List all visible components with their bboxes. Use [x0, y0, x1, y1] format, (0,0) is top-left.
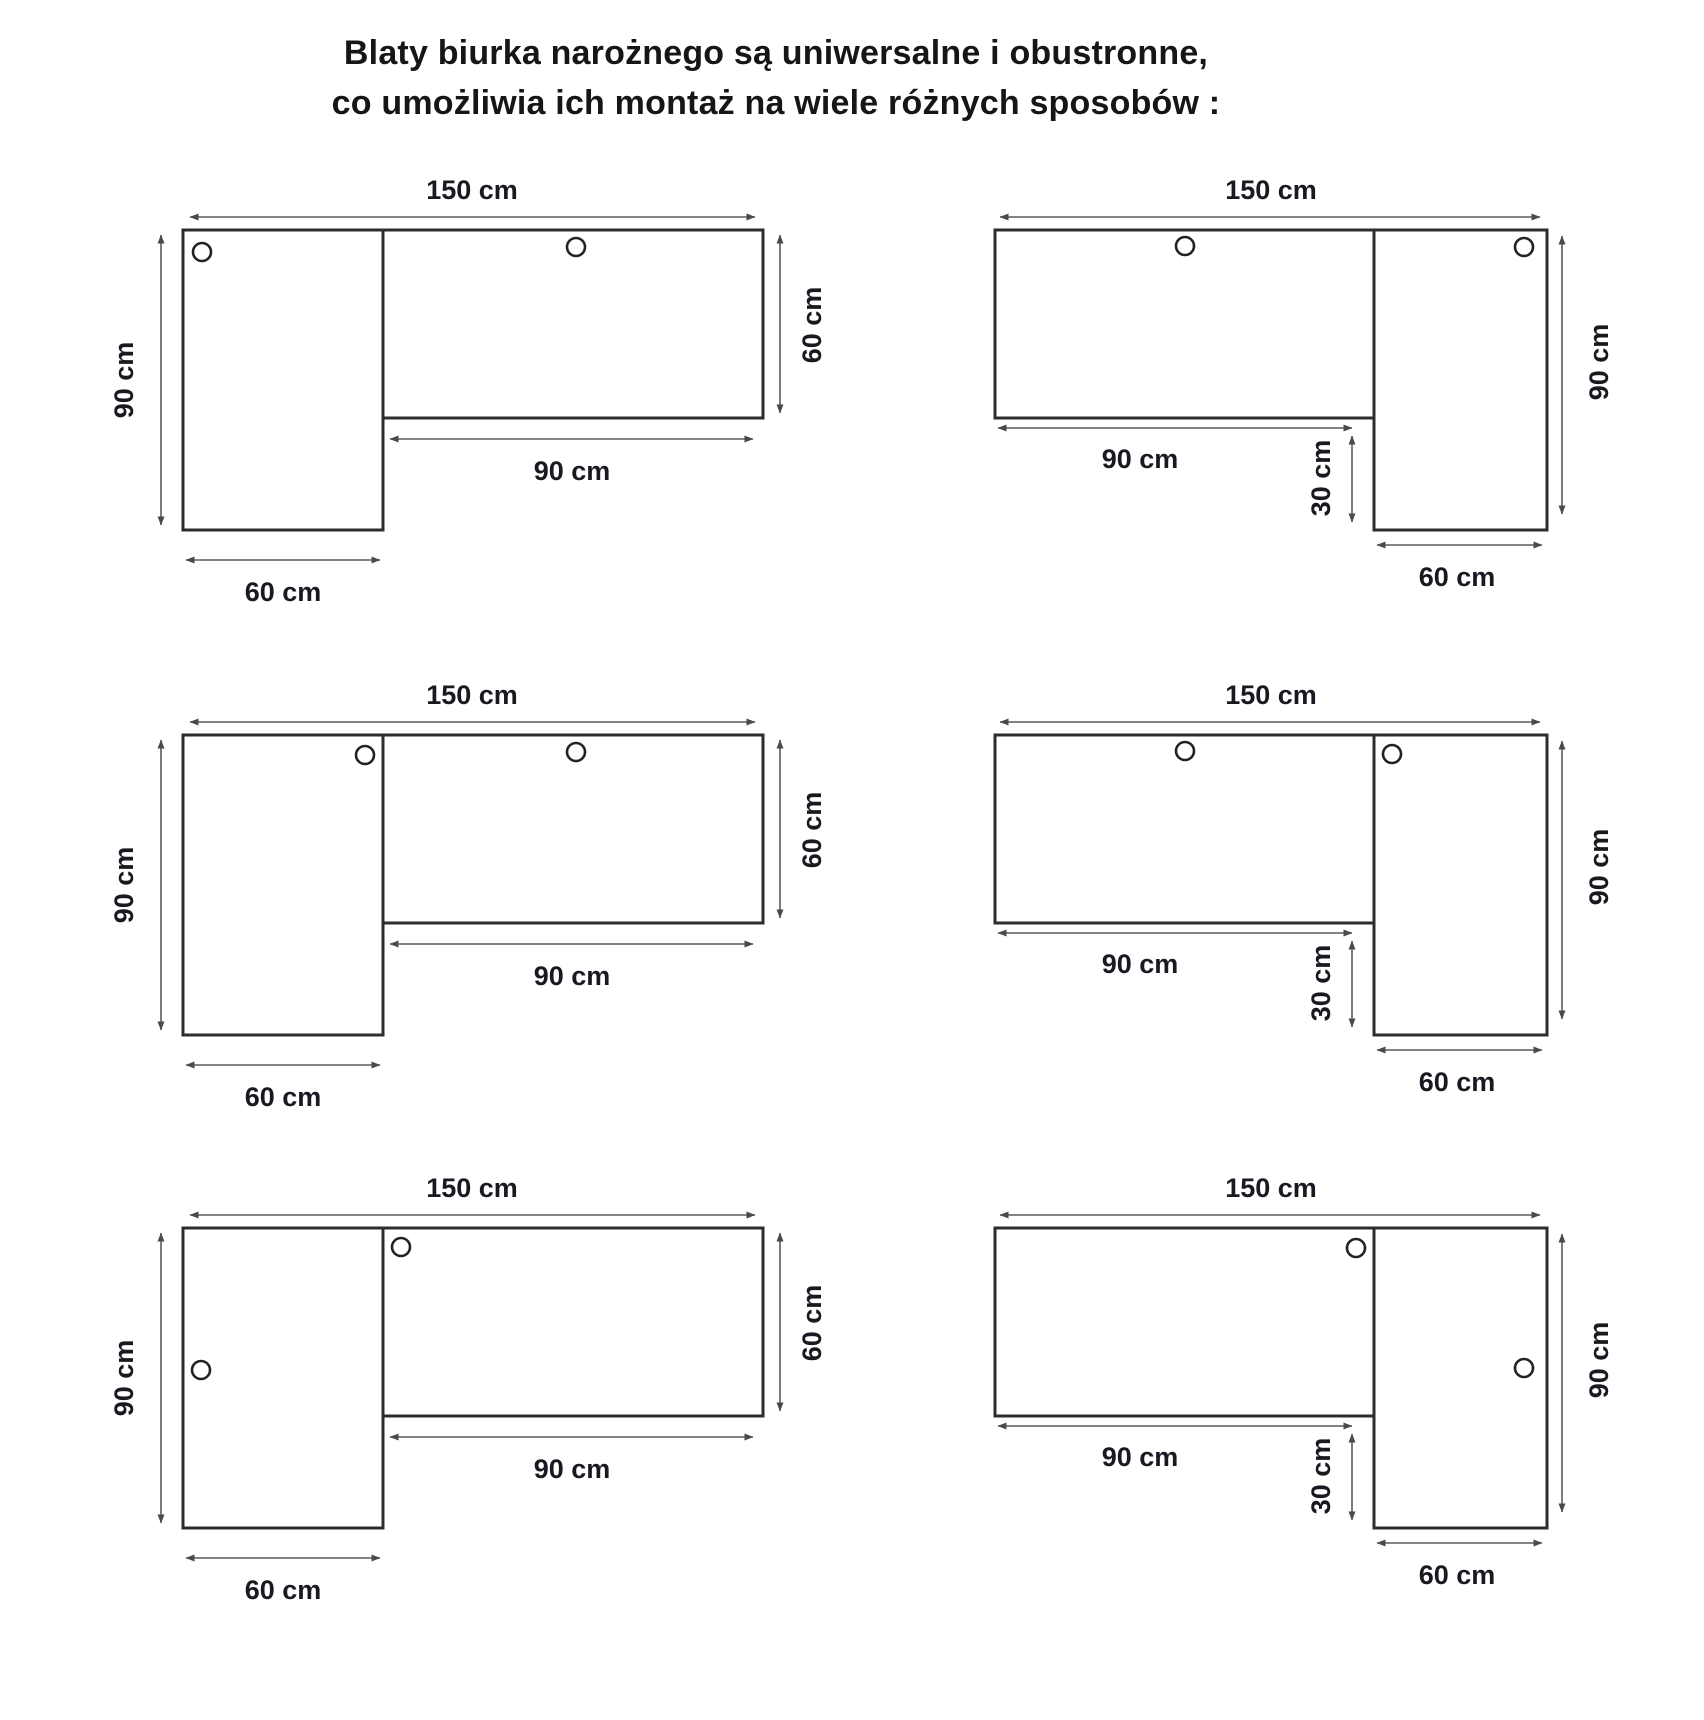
- dimension-label-side_full: 90 cm: [109, 1339, 139, 1417]
- dimension-label-main_width: 90 cm: [533, 1454, 611, 1484]
- dimension-label-wing_width: 60 cm: [244, 1575, 322, 1605]
- dimension-label-side_full: 90 cm: [109, 846, 139, 924]
- desk-diagram-variant-5: [109, 1173, 827, 1605]
- dimension-label-wing_width: 60 cm: [244, 1082, 322, 1112]
- dimension-label-top: 150 cm: [1225, 175, 1317, 205]
- desk-panel-horizontal: [383, 735, 763, 923]
- dimension-label-main_width: 90 cm: [533, 961, 611, 991]
- desk-diagram-variant-6: [995, 1173, 1614, 1590]
- desk-diagram-variant-3: [109, 680, 827, 1112]
- dimension-label-top: 150 cm: [426, 1173, 518, 1203]
- desk-panel-vertical: [183, 1228, 383, 1528]
- dimension-label-wing_width: 60 cm: [1418, 1560, 1496, 1590]
- desk-panel-horizontal: [995, 1228, 1374, 1416]
- desk-panel-horizontal: [995, 735, 1374, 923]
- dimension-label-wing_width: 60 cm: [1418, 1067, 1496, 1097]
- page-title-line-1: Blaty biurka narożnego są uniwersalne i obustronne,: [343, 34, 1209, 72]
- dimension-label-corner_offset: 30 cm: [1306, 944, 1336, 1022]
- dimension-label-side_full: 90 cm: [109, 341, 139, 419]
- desk-panel-vertical: [1374, 1228, 1547, 1528]
- desk-diagram-variant-4: [995, 680, 1614, 1097]
- dimension-label-corner_offset: 30 cm: [1306, 1437, 1336, 1515]
- dimension-label-corner_offset: 30 cm: [1306, 439, 1336, 517]
- dimension-label-main_width: 90 cm: [1101, 949, 1179, 979]
- dimension-label-main_width: 90 cm: [1101, 1442, 1179, 1472]
- dimension-label-top: 150 cm: [1225, 1173, 1317, 1203]
- dimension-label-main_width: 90 cm: [1101, 444, 1179, 474]
- dimension-label-top: 150 cm: [426, 175, 518, 205]
- page-title-line-2: co umożliwia ich montaż na wiele różnych sposobów :: [331, 84, 1221, 122]
- dimension-label-top: 150 cm: [426, 680, 518, 710]
- dimension-label-top: 150 cm: [1225, 680, 1317, 710]
- desk-panel-vertical: [1374, 230, 1547, 530]
- desk-diagram-variant-1: [109, 175, 827, 607]
- dimension-label-side_full: 90 cm: [1584, 323, 1614, 401]
- desk-panel-vertical: [183, 735, 383, 1035]
- dimension-label-side_wing: 60 cm: [797, 1284, 827, 1362]
- desk-diagram-variant-2: [995, 175, 1614, 592]
- dimension-label-side_full: 90 cm: [1584, 828, 1614, 906]
- desk-panel-vertical: [183, 230, 383, 530]
- dimension-label-side_full: 90 cm: [1584, 1321, 1614, 1399]
- desk-panel-vertical: [1374, 735, 1547, 1035]
- dimension-label-wing_width: 60 cm: [1418, 562, 1496, 592]
- desk-panel-horizontal: [383, 1228, 763, 1416]
- desk-panel-horizontal: [995, 230, 1374, 418]
- desk-panel-horizontal: [383, 230, 763, 418]
- dimension-label-main_width: 90 cm: [533, 456, 611, 486]
- dimension-label-side_wing: 60 cm: [797, 791, 827, 869]
- dimension-label-wing_width: 60 cm: [244, 577, 322, 607]
- dimension-label-side_wing: 60 cm: [797, 286, 827, 364]
